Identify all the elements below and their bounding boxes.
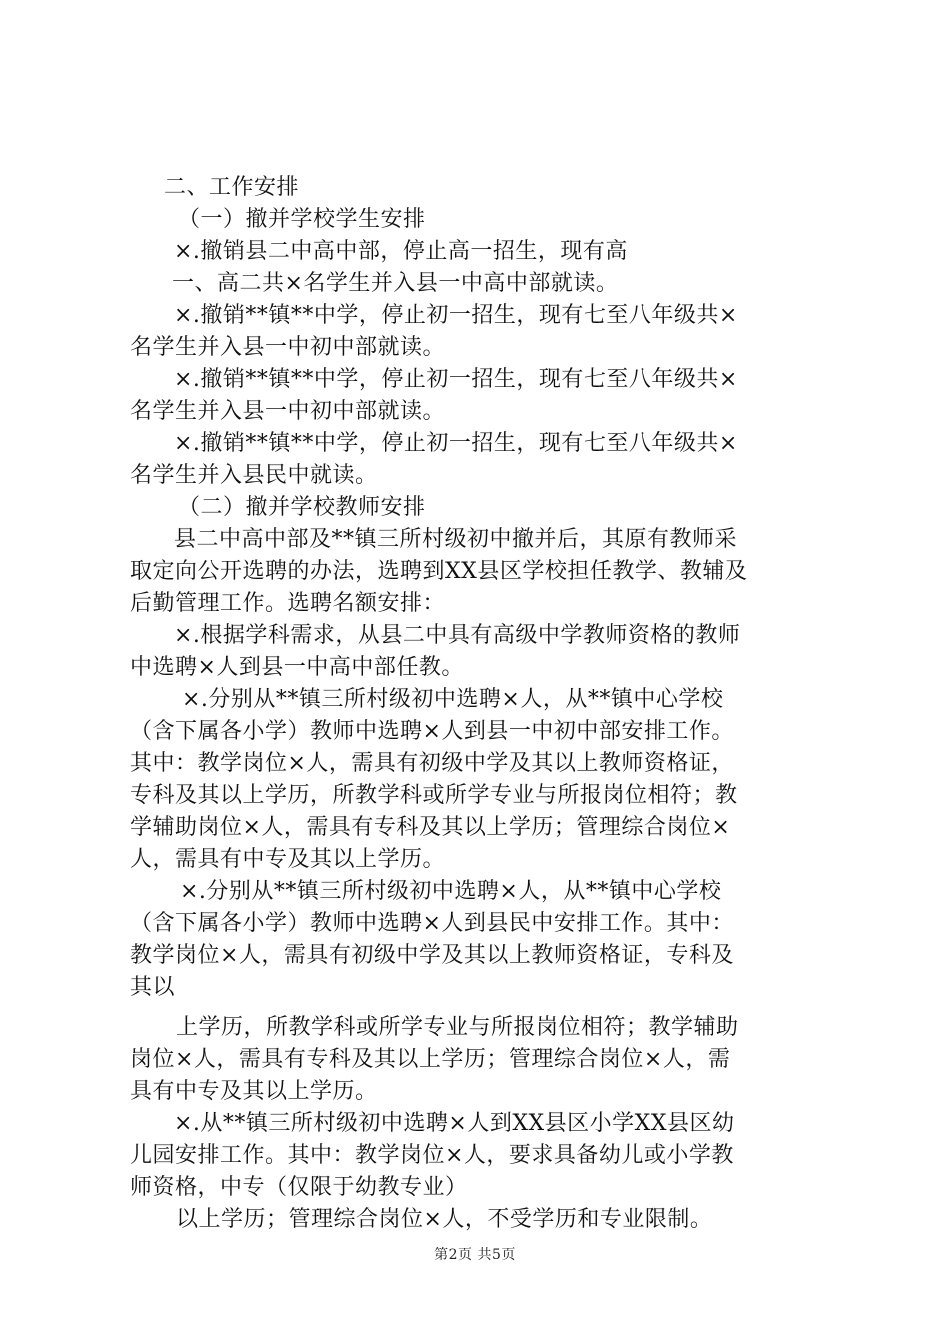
text-line: 二、工作安排 — [164, 175, 300, 200]
text-line: 教学岗位×人，需具有初级中学及其以上教师资格证，专科及 — [130, 943, 734, 968]
text-line: ×.根据学科需求，从县二中具有高级中学教师资格的教师 — [174, 623, 741, 648]
section-heading: （二）撤并学校教师安排 — [178, 495, 426, 520]
text-line: 后勤管理工作。选聘名额安排： — [130, 591, 446, 616]
text-line: （含下属各小学）教师中选聘×人到县民中安排工作。其中： — [130, 911, 734, 936]
text-line: 中选聘×人到县一中高中部任教。 — [130, 655, 464, 680]
text-line: 以上学历；管理综合岗位×人，不受学历和专业限制。 — [176, 1207, 713, 1232]
text-line: ×.分别从**镇三所村级初中选聘×人，从**镇中心学校 — [182, 687, 724, 712]
text-line: 名学生并入县民中就读。 — [130, 463, 378, 488]
text-line: 县二中高中部及**镇三所村级初中撤并后，其原有教师采 — [174, 527, 738, 552]
text-line: 具有中专及其以上学历。 — [130, 1079, 378, 1104]
section-heading: （一）撤并学校学生安排 — [178, 207, 426, 232]
text-line: ×.撤销**镇**中学，停止初一招生，现有七至八年级共× — [174, 303, 738, 328]
text-line: 取定向公开选聘的办法，选聘到XX县区学校担任教学、教辅及 — [130, 559, 748, 584]
text-line: ×.撤销**镇**中学，停止初一招生，现有七至八年级共× — [174, 431, 738, 456]
text-line: 名学生并入县一中初中部就读。 — [130, 399, 446, 424]
text-line: （含下属各小学）教师中选聘×人到县一中初中部安排工作。 — [130, 719, 734, 744]
text-line: ×.撤销**镇**中学，停止初一招生，现有七至八年级共× — [174, 367, 738, 392]
text-line: 专科及其以上学历，所教学科或所学专业与所报岗位相符；教 — [130, 783, 738, 808]
page-footer — [0, 1244, 950, 1264]
text-line: 人，需具有中专及其以上学历。 — [130, 847, 446, 872]
text-line: ×.撤销县二中高中部，停止高一招生，现有高 — [174, 239, 628, 264]
text-line: 其以 — [130, 975, 176, 1000]
text-line: 上学历，所教学科或所学专业与所报岗位相符；教学辅助 — [176, 1015, 739, 1040]
text-line: 名学生并入县一中初中部就读。 — [130, 335, 446, 360]
text-line: 岗位×人，需具有专科及其以上学历；管理综合岗位×人，需 — [130, 1047, 731, 1072]
text-line: ×.分别从**镇三所村级初中选聘×人，从**镇中心学校 — [180, 879, 722, 904]
text-line: 师资格，中专（仅限于幼教专业） — [130, 1175, 468, 1200]
text-line: 其中：教学岗位×人，需具有初级中学及其以上教师资格证， — [130, 751, 734, 776]
page-number: 第2页 共5页 — [434, 1247, 516, 1263]
text-line: ×.从**镇三所村级初中选聘×人到XX县区小学XX县区幼 — [174, 1111, 735, 1136]
text-line: 儿园安排工作。其中：教学岗位×人，要求具备幼儿或小学教 — [130, 1143, 734, 1168]
text-line: 一、高二共×名学生并入县一中高中部就读。 — [172, 271, 619, 296]
text-line: 学辅助岗位×人，需具有专科及其以上学历；管理综合岗位× — [130, 815, 731, 840]
